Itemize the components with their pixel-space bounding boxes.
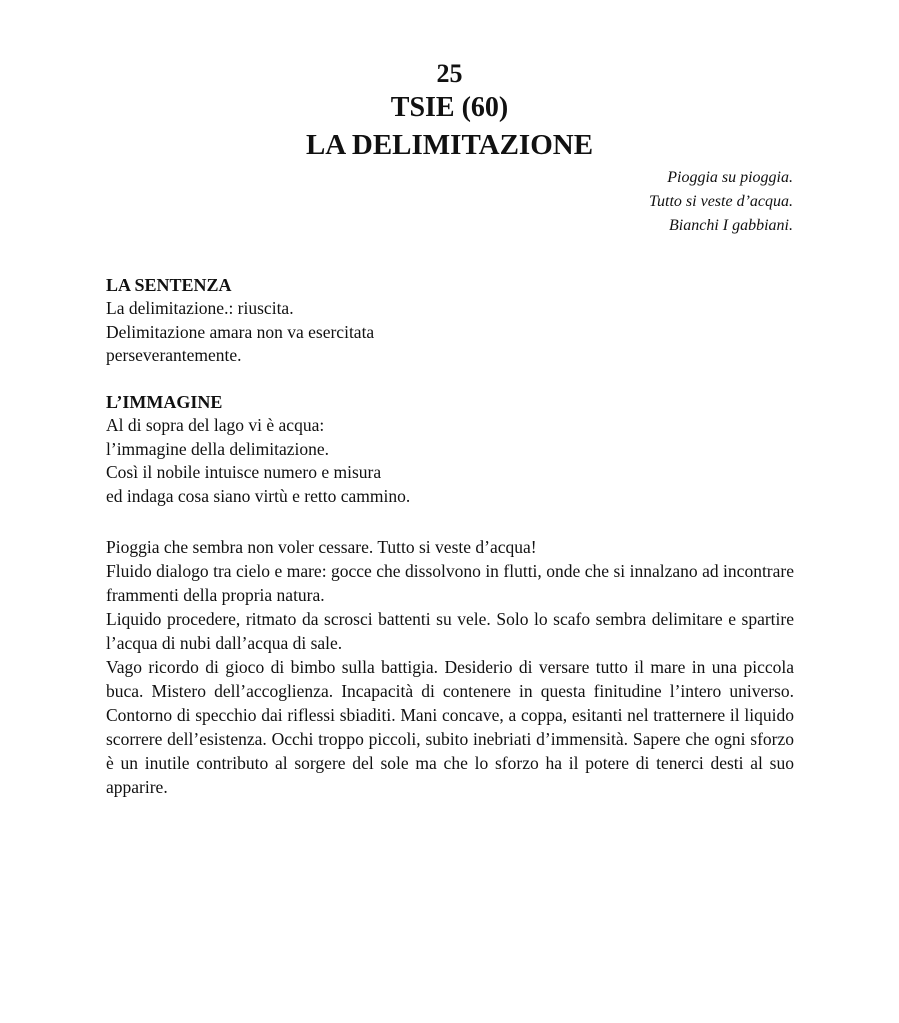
hexagram-name: TSIE (60) bbox=[390, 92, 509, 123]
chapter-title: LA DELIMITAZIONE bbox=[305, 129, 594, 161]
haiku-line: Tutto si veste d’acqua. bbox=[649, 193, 793, 210]
sentence-section bbox=[106, 273, 794, 368]
haiku bbox=[649, 166, 793, 238]
chapter-number: 25 bbox=[436, 59, 463, 88]
image-line: Al di sopra del lago vi è acqua: bbox=[106, 415, 325, 435]
image-line: Così il nobile intuisce numero e misura bbox=[106, 462, 382, 482]
image-section bbox=[106, 390, 794, 508]
commentary bbox=[106, 535, 794, 799]
haiku-line: Bianchi I gabbiani. bbox=[669, 217, 793, 234]
sentence-title: LA SENTENZA bbox=[106, 275, 232, 295]
image-title: L’IMMAGINE bbox=[106, 392, 223, 412]
haiku-line: Pioggia su pioggia. bbox=[667, 169, 793, 186]
commentary-paragraph: Pioggia che sembra non voler cessare. Tutto si veste d’acqua! bbox=[106, 537, 537, 557]
sentence-line: Delimitazione amara non va esercitata bbox=[106, 321, 375, 342]
sentence-line: perseverantemente. bbox=[106, 345, 242, 365]
image-line: l’immagine della delimitazione. bbox=[106, 438, 330, 459]
commentary-paragraph: Liquido procedere, ritmato da scrosci battenti su vele. Solo lo scafo sembra delimitare e spartire l’acqua di nubi dall’acqua di sale. bbox=[106, 609, 794, 653]
sentence-line: La delimitazione.: riuscita. bbox=[106, 298, 294, 318]
image-line: ed indaga cosa siano virtù e retto cammino. bbox=[106, 485, 411, 506]
commentary-paragraph: Fluido dialogo tra cielo e mare: gocce che dissolvono in flutti, onde che si innalzano ad incontrare frammenti della propria natura. bbox=[106, 561, 794, 605]
commentary-paragraph: Vago ricordo di gioco di bimbo sulla battigia. Desiderio di versare tutto il mare in una piccola buca. Mistero dell’accoglienza. Incapacità di contenere in questa finitudine l’intero universo. Contorno di specchio dai riflessi sbiaditi. Mani concave, a coppa, esitanti nel tratternere il liquido scorrere dell’esistenza. Occhi troppo piccoli, subito inebriati d’immensità. Sapere che ogni sforzo è un inutile contributo al sorgere del sole ma che lo sforzo ha il potere di tenerci desti al suo apparire. bbox=[106, 657, 794, 797]
